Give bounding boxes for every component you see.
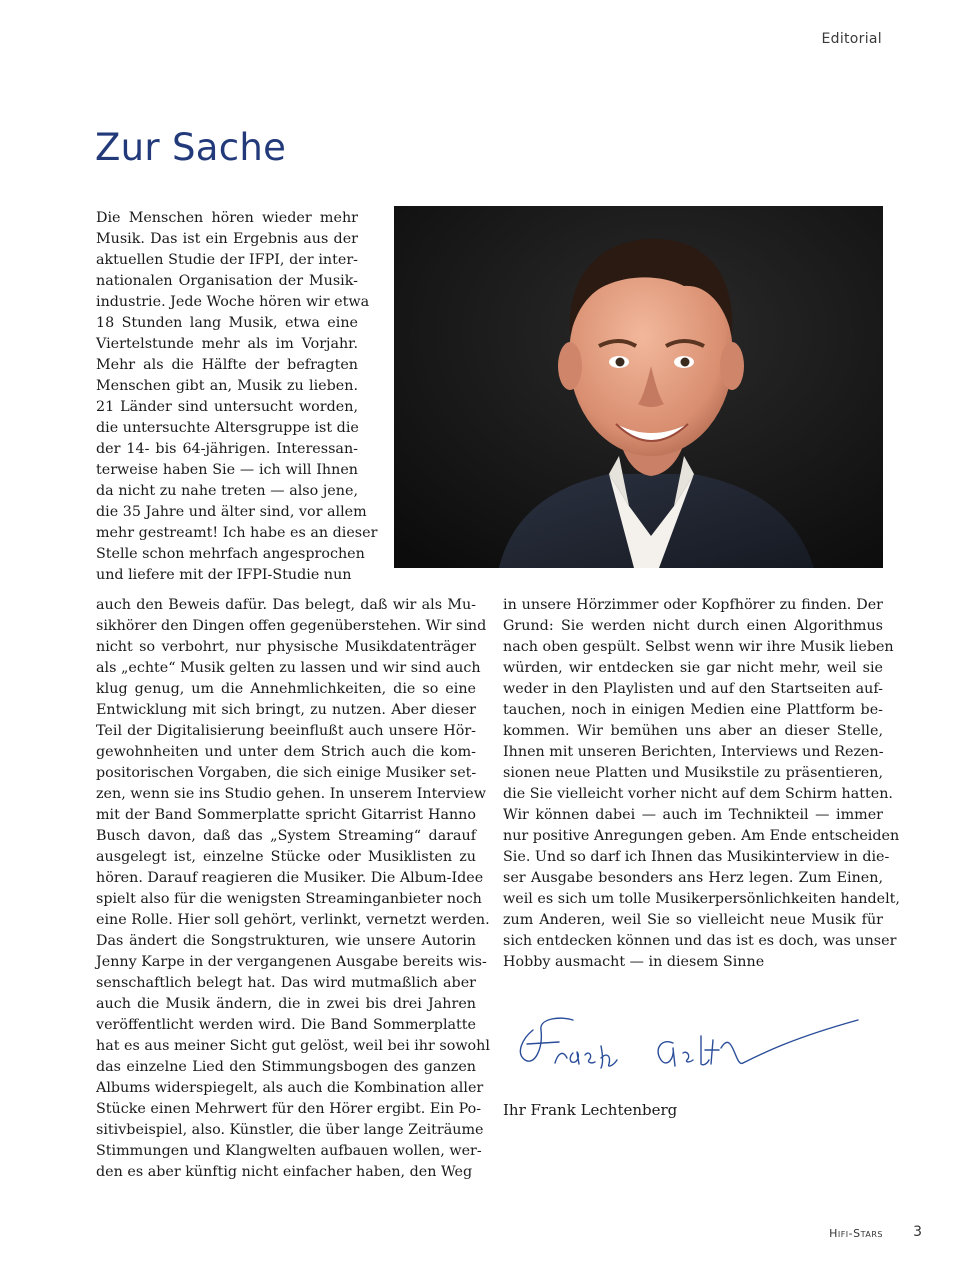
text-line: Stücke einen Mehrwert für den Hörer ergibt. Ein Po-: [96, 1101, 482, 1117]
handwritten-signature: [503, 1008, 863, 1082]
text-line: Sie. Und so darf ich Ihnen das Musikinterview in die-: [503, 849, 890, 865]
text-line: Menschen gibt an, Musik zu lieben.: [96, 378, 358, 394]
text-line: Albums widerspiegelt, als auch die Kombination aller: [96, 1080, 484, 1096]
section-label: Editorial: [821, 31, 882, 47]
text-line: Viertelstunde mehr als im Vorjahr.: [96, 336, 358, 352]
text-line: zen, wenn sie ins Studio gehen. In unserem Interview: [96, 786, 486, 802]
text-line: Teil der Digitalisierung beeinflußt auch unsere Hör-: [96, 723, 476, 739]
text-line: mit der Band Sommerplatte spricht Gitarrist Hanno: [96, 807, 476, 823]
text-line: Mehr als die Hälfte der befragten: [96, 357, 358, 373]
text-line: nur positive Anregungen geben. Am Ende entscheiden: [503, 828, 900, 844]
portrait-illustration: [394, 206, 883, 568]
text-line: weil es sich um tolle Musikerpersönlichkeiten handelt,: [503, 891, 900, 907]
text-line: hören. Darauf reagieren die Musiker. Die Album-Idee: [96, 870, 484, 886]
text-line: der 14- bis 64-jährigen. Interessan-: [96, 441, 358, 457]
text-line: kommen. Wir bemühen uns aber an dieser Stelle,: [503, 723, 883, 739]
text-line: 21 Länder sind untersucht worden,: [96, 399, 358, 415]
text-line: das einzelne Lied den Stimmungsbogen des ganzen: [96, 1059, 476, 1075]
text-line: industrie. Jede Woche hören wir etwa: [96, 294, 370, 310]
article-column-1-top: [96, 208, 378, 586]
text-line: Stimmungen und Klangwelten aufbauen wollen, wer-: [96, 1143, 482, 1159]
text-line: als „echte“ Musik gelten zu lassen und wir sind auch: [96, 660, 481, 676]
article-title: Zur Sache: [95, 126, 287, 169]
text-line: spielt also für die wenigsten Streaminganbieter noch: [96, 891, 482, 907]
text-line: Entwicklung mit sich bringt, zu nutzen. Aber dieser: [96, 702, 476, 718]
text-line: nach oben gespült. Selbst wenn wir ihre Musik lieben: [503, 639, 894, 655]
text-line: auch den Beweis dafür. Das belegt, daß wir als Mu-: [96, 597, 476, 613]
text-line: Die Menschen hören wieder mehr: [96, 210, 358, 226]
text-line: die untersuchte Altersgruppe ist die: [96, 420, 359, 436]
text-line: sikhörer den Dingen offen gegenüberstehen. Wir sind: [96, 618, 487, 634]
text-line: senschaftlich belegt hat. Das wird mutmaßlich aber: [96, 975, 476, 991]
sign-off: Ihr Frank Lechtenberg: [503, 1101, 678, 1119]
page-number: 3: [913, 1224, 922, 1240]
text-line: terweise haben Sie — ich will Ihnen: [96, 462, 358, 478]
text-line: Wir können dabei — auch im Technikteil — immer: [503, 807, 883, 823]
magazine-brand: Hifi-Stars: [829, 1227, 883, 1240]
text-line: mehr gestreamt! Ich habe es an dieser: [96, 525, 378, 541]
text-line: Musik. Das ist ein Ergebnis aus der: [96, 231, 358, 247]
text-line: sitivbeispiel, also. Künstler, die über lange Zeiträume: [96, 1122, 484, 1138]
text-line: klug genug, um die Annehmlichkeiten, die so eine: [96, 681, 476, 697]
text-line: gewohnheiten und unter dem Strich auch die kom-: [96, 744, 476, 760]
text-line: eine Rolle. Hier soll gehört, verlinkt, vernetzt werden.: [96, 912, 490, 928]
text-line: Busch davon, daß das „System Streaming“ darauf: [96, 828, 476, 844]
text-line: den es aber künftig nicht einfacher haben, den Weg: [96, 1164, 473, 1180]
text-line: die Sie vielleicht vorher nicht auf dem Schirm hatten.: [503, 786, 893, 802]
text-line: und liefere mit der IFPI-Studie nun: [96, 567, 352, 583]
text-line: positorischen Vorgaben, die sich einige Musiker set-: [96, 765, 477, 781]
text-line: weder in den Playlisten und auf den Startseiten auf-: [503, 681, 883, 697]
text-line: nationalen Organisation der Musik-: [96, 273, 358, 289]
text-line: die 35 Jahre und älter sind, vor allem: [96, 504, 367, 520]
text-line: 18 Stunden lang Musik, etwa eine: [96, 315, 358, 331]
article-column-2: [503, 595, 900, 973]
text-line: Jenny Karpe in der vergangenen Ausgabe bereits wis-: [96, 954, 487, 970]
text-line: ausgelegt ist, einzelne Stücke oder Musiklisten zu: [96, 849, 476, 865]
text-line: hat es aus meiner Sicht gut gelöst, weil bei ihr sowohl: [96, 1038, 490, 1054]
text-line: nicht so verbohrt, nur physische Musikdatenträger: [96, 639, 476, 655]
text-line: würden, wir entdecken sie gar nicht mehr, weil sie: [503, 660, 883, 676]
text-line: Stelle schon mehrfach angesprochen: [96, 546, 365, 562]
text-line: veröffentlicht werden wird. Die Band Sommerplatte: [96, 1017, 476, 1033]
text-line: Ihnen mit unseren Berichten, Interviews und Rezen-: [503, 744, 884, 760]
text-line: da nicht zu nahe treten — also jene,: [96, 483, 358, 499]
text-line: ser Ausgabe besonders ans Herz legen. Zum Einen,: [503, 870, 883, 886]
text-line: sionen neue Platten und Musikstile zu präsentieren,: [503, 765, 883, 781]
text-line: Grund: Sie werden nicht durch einen Algorithmus: [503, 618, 883, 634]
text-line: auch die Musik ändern, die in zwei bis drei Jahren: [96, 996, 476, 1012]
text-line: in unsere Hörzimmer oder Kopfhörer zu finden. Der: [503, 597, 883, 613]
text-line: Hobby ausmacht — in diesem Sinne: [503, 954, 765, 970]
text-line: sich entdecken können und das ist es doch, was unser: [503, 933, 897, 949]
article-column-1-bottom: [96, 595, 490, 1183]
text-line: Das ändert die Songstrukturen, wie unsere Autorin: [96, 933, 476, 949]
author-portrait: [394, 206, 883, 568]
text-line: zum Anderen, weil Sie so vielleicht neue Musik für: [503, 912, 883, 928]
text-line: tauchen, noch in einigen Medien eine Plattform be-: [503, 702, 883, 718]
text-line: aktuellen Studie der IFPI, der inter-: [96, 252, 358, 268]
